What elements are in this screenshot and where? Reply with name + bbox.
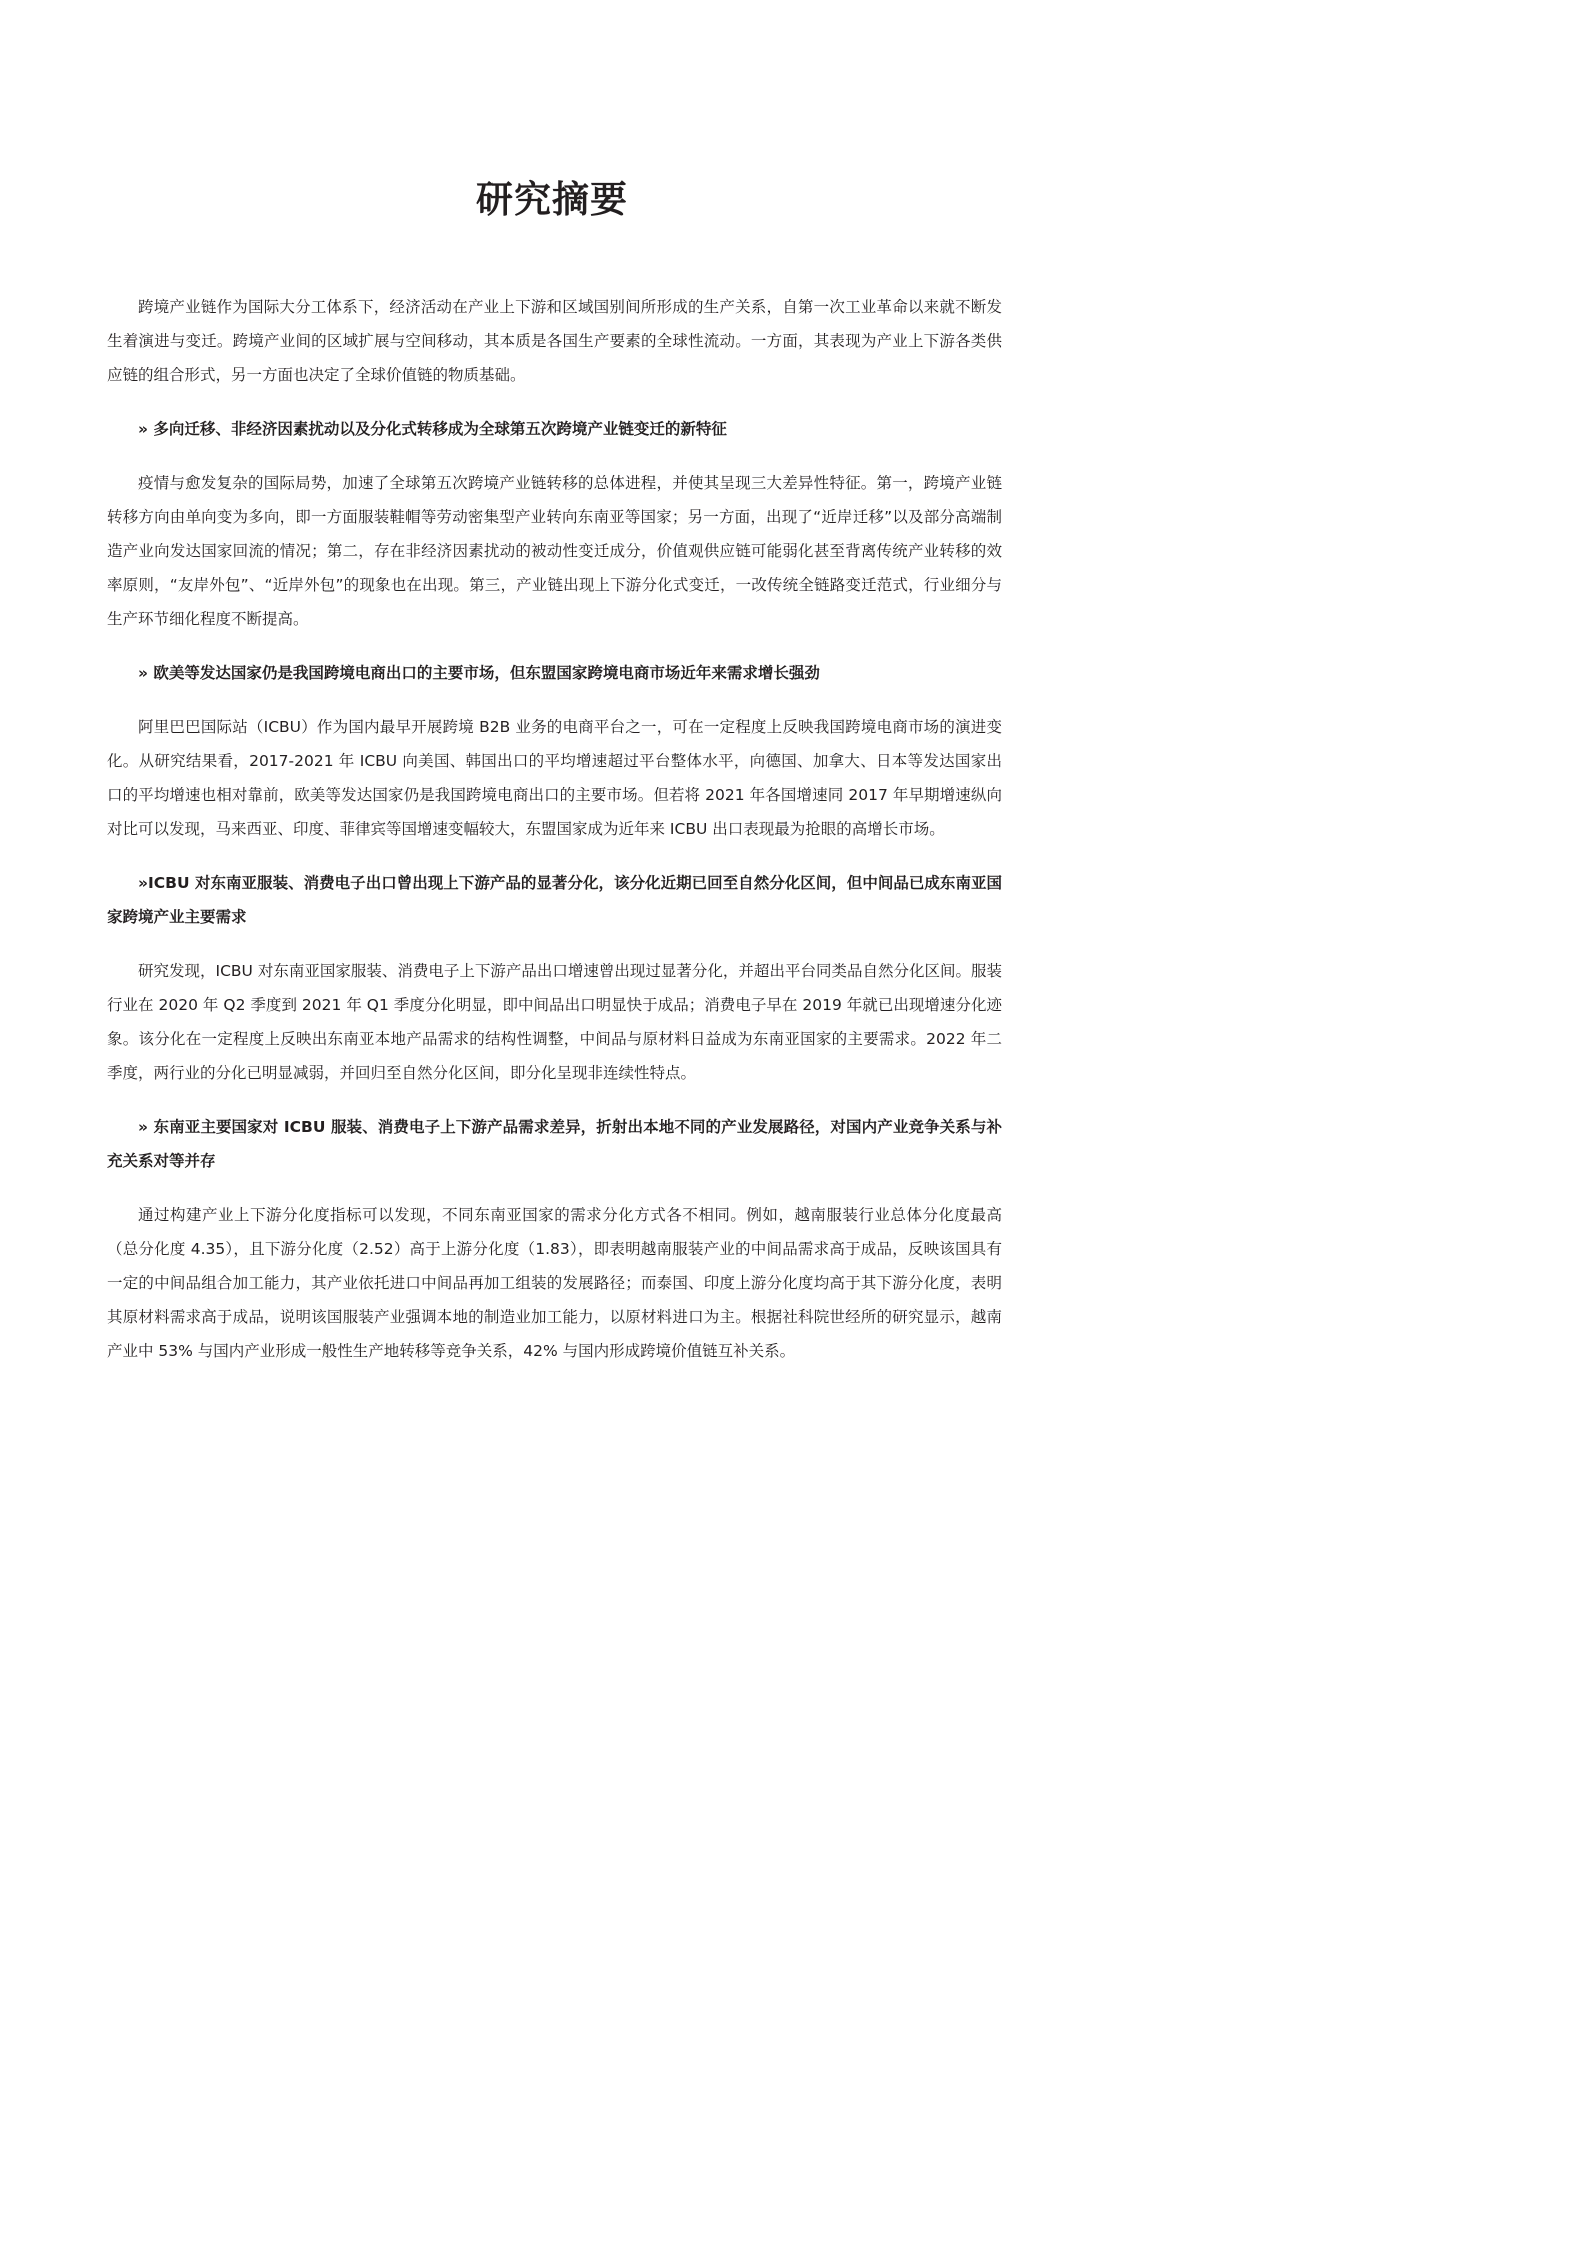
intro-paragraph: 跨境产业链作为国际大分工体系下，经济活动在产业上下游和区域国别间所形成的生产关系，自第一次工业革命以来就不断发生着演进与变迁。跨境产业间的区域扩展与空间移动，其本质是各国生产要素的全球性流动。一方面，其表现为产业上下游各类供应链的组合形式，另一方面也决定了全球价值链的物质基础。 [107, 298, 1002, 384]
paragraph-icbu-markets: 阿里巴巴国际站（ICBU）作为国内最早开展跨境 B2B 业务的电商平台之一，可在一定程度上反映我国跨境电商市场的演进变化。从研究结果看，2017-2021 年 ICBU 向美国、韩国出口的平均增速超过平台整体水平，向德国、加拿大、日本等发达国家出口的平均增速也相对靠前，欧美等发达国家仍是我国跨境电商出口的主要市场。但若将 2021 年各国增速同 2017 年早期增速纵向对比可以发现，马来西亚、印度、菲律宾等国增速变幅较大，东盟国家成为近年来 ICBU 出口表现最为抢眼的高增长市场。 [107, 718, 1002, 838]
page-title: 研究摘要 [476, 178, 628, 221]
paragraph-divergence-findings: 研究发现，ICBU 对东南亚国家服装、消费电子上下游产品出口增速曾出现过显著分化，并超出平台同类品自然分化区间。服装行业在 2020 年 Q2 季度到 2021 年 Q1 季度分化明显，即中间品出口明显快于成品；消费电子早在 2019 年就已出现增速分化迹象。该分化在一定程度上反映出东南亚本地产品需求的结构性调整，中间品与原材料日益成为东南亚国家的主要需求。2022 年二季度，两行业的分化已明显减弱，并回归至自然分化区间，即分化呈现非连续性特点。 [107, 962, 1002, 1082]
section-heading-multidirectional-migration: » 多向迁移、非经济因素扰动以及分化式转移成为全球第五次跨境产业链变迁的新特征 [138, 420, 727, 438]
section-heading-export-markets: » 欧美等发达国家仍是我国跨境电商出口的主要市场，但东盟国家跨境电商市场近年来需求增长强劲 [138, 664, 820, 682]
paragraph-divergence-index: 通过构建产业上下游分化度指标可以发现，不同东南亚国家的需求分化方式各不相同。例如，越南服装行业总体分化度最高（总分化度 4.35），且下游分化度（2.52）高于上游分化度（1.83），即表明越南服装产业的中间品需求高于成品，反映该国具有一定的中间品组合加工能力，其产业依托进口中间品再加工组装的发展路径；而泰国、印度上游分化度均高于其下游分化度，表明其原材料需求高于成品，说明该国服装产业强调本地的制造业加工能力，以原材料进口为主。根据社科院世经所的研究显示，越南产业中 53% 与国内产业形成一般性生产地转移等竞争关系，42% 与国内形成跨境价值链互补关系。 [107, 1206, 1002, 1360]
section-heading-upstream-downstream-divergence: »ICBU 对东南亚服装、消费电子出口曾出现上下游产品的显著分化，该分化近期已回至自然分化区间，但中间品已成东南亚国家跨境产业主要需求 [107, 874, 1002, 926]
document-body [107, 290, 1002, 1388]
section-heading-demand-differences: » 东南亚主要国家对 ICBU 服装、消费电子上下游产品需求差异，折射出本地不同的产业发展路径，对国内产业竞争关系与补充关系对等并存 [107, 1118, 1002, 1170]
paragraph-fifth-transfer-features: 疫情与愈发复杂的国际局势，加速了全球第五次跨境产业链转移的总体进程，并使其呈现三大差异性特征。第一，跨境产业链转移方向由单向变为多向，即一方面服装鞋帽等劳动密集型产业转向东南亚等国家；另一方面，出现了“近岸迁移”以及部分高端制造产业向发达国家回流的情况；第二，存在非经济因素扰动的被动性变迁成分，价值观供应链可能弱化甚至背离传统产业转移的效率原则，“友岸外包”、“近岸外包”的现象也在出现。第三，产业链出现上下游分化式变迁，一改传统全链路变迁范式，行业细分与生产环节细化程度不断提高。 [107, 474, 1002, 628]
document-page [0, 0, 1104, 1562]
